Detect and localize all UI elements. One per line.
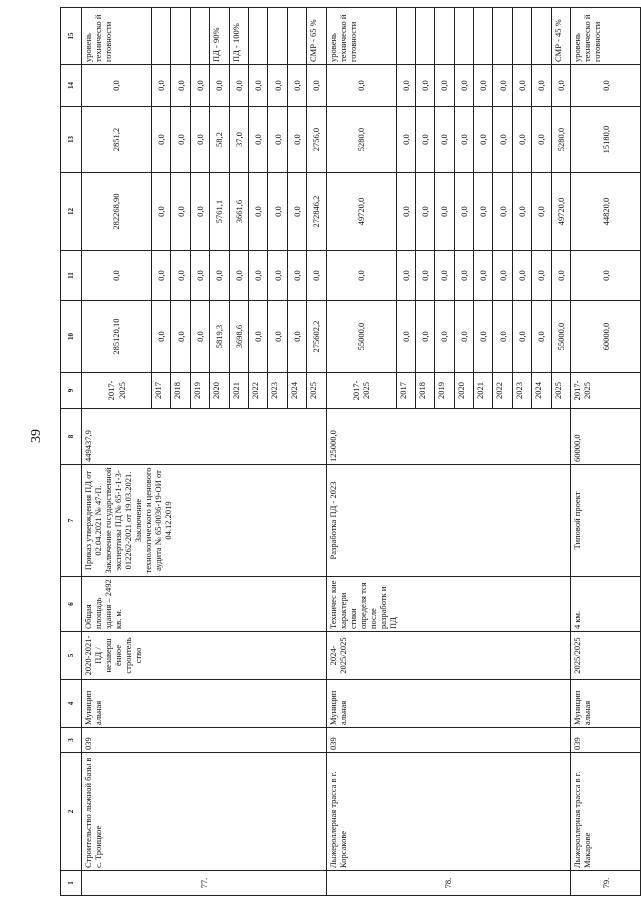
other-sources-cell: 0,0 [152, 65, 171, 107]
federal-budget-cell: 0,0 [493, 251, 512, 301]
project-name-cell: Лыжероллерная трасса в г. Макарове [571, 753, 641, 871]
ownership-cell: Муницип альная [326, 680, 571, 728]
year-cell: 2020 [210, 373, 229, 409]
other-sources-cell: 0,0 [210, 65, 229, 107]
column-number-cell: 1 [61, 871, 82, 896]
year-cell: 2024 [287, 373, 306, 409]
federal-budget-cell: 0,0 [268, 251, 287, 301]
readiness-cell: уровень техническо й готовности [82, 8, 152, 65]
header-row [61, 8, 82, 896]
local-budget-cell: 0,0 [190, 107, 209, 173]
regional-budget-cell: 0,0 [474, 173, 493, 251]
total-amount-cell: 0,0 [512, 301, 531, 373]
total-amount-cell: 0,0 [415, 301, 434, 373]
total-amount-cell: 285120,10 [82, 301, 152, 373]
readiness-cell [152, 8, 171, 65]
local-budget-cell: 5280,0 [326, 107, 396, 173]
regional-budget-cell: 0,0 [435, 173, 454, 251]
total-amount-cell: 60000,0 [571, 301, 641, 373]
readiness-cell [171, 8, 190, 65]
project-name-cell: Лыжероллерная трасса в г. Корсакове [326, 753, 571, 871]
capacity-cell: 4 км. [571, 577, 641, 632]
other-sources-cell: 0,0 [454, 65, 473, 107]
total-cost-cell: 125000,0 [326, 409, 571, 465]
total-amount-cell: 3698,6 [229, 301, 248, 373]
year-cell: 2024 [532, 373, 551, 409]
other-sources-cell: 0,0 [474, 65, 493, 107]
regional-budget-cell: 0,0 [190, 173, 209, 251]
local-budget-cell: 0,0 [435, 107, 454, 173]
year-cell: 2022 [248, 373, 267, 409]
column-number-cell: 2 [61, 753, 82, 871]
ownership-cell: Муницип альная [571, 680, 641, 728]
page-number: 39 [29, 429, 44, 443]
regional-budget-cell: 282268,90 [82, 173, 152, 251]
column-number-cell: 3 [61, 728, 82, 753]
federal-budget-cell: 0,0 [287, 251, 306, 301]
year-cell: 2017 [152, 373, 171, 409]
period-cell: 2024-2025/2025 [326, 632, 571, 680]
local-budget-cell: 0,0 [248, 107, 267, 173]
local-budget-cell: 15180,0 [571, 107, 641, 173]
readiness-cell [454, 8, 473, 65]
rotated-table-wrapper [60, 8, 611, 896]
federal-budget-cell: 0,0 [415, 251, 434, 301]
local-budget-cell: 58,2 [210, 107, 229, 173]
federal-budget-cell: 0,0 [532, 251, 551, 301]
federal-budget-cell: 0,0 [396, 251, 415, 301]
column-number-cell: 8 [61, 409, 82, 465]
readiness-cell [512, 8, 531, 65]
local-budget-cell: 0,0 [396, 107, 415, 173]
total-amount-cell: 0,0 [493, 301, 512, 373]
document-frame [60, 8, 611, 896]
column-number-cell: 4 [61, 680, 82, 728]
readiness-cell: СМР - 65 % [307, 8, 326, 65]
local-budget-cell: 0,0 [287, 107, 306, 173]
column-number-cell: 10 [61, 301, 82, 373]
regional-budget-cell: 5761,1 [210, 173, 229, 251]
year-cell: 2025 [307, 373, 326, 409]
ownership-cell: Муницип альная [82, 680, 327, 728]
column-number-cell: 15 [61, 8, 82, 65]
regional-budget-cell: 0,0 [152, 173, 171, 251]
readiness-cell [493, 8, 512, 65]
readiness-cell: ПД - 90% [210, 8, 229, 65]
year-cell: 2018 [415, 373, 434, 409]
project-number-cell: 79. [571, 871, 641, 896]
regional-budget-cell: 0,0 [268, 173, 287, 251]
column-number-cell: 5 [61, 632, 82, 680]
regional-budget-cell: 44820,0 [571, 173, 641, 251]
regional-budget-cell: 272846,2 [307, 173, 326, 251]
year-cell: 2019 [190, 373, 209, 409]
federal-budget-cell: 0,0 [210, 251, 229, 301]
federal-budget-cell: 0,0 [512, 251, 531, 301]
regional-budget-cell: 49720,0 [326, 173, 396, 251]
column-number-cell: 7 [61, 465, 82, 577]
local-budget-cell: 0,0 [454, 107, 473, 173]
column-number-cell: 13 [61, 107, 82, 173]
regional-budget-cell: 0,0 [454, 173, 473, 251]
readiness-cell [396, 8, 415, 65]
other-sources-cell: 0,0 [171, 65, 190, 107]
local-budget-cell: 2756,0 [307, 107, 326, 173]
regional-budget-cell: 0,0 [415, 173, 434, 251]
other-sources-cell: 0,0 [551, 65, 570, 107]
other-sources-cell: 0,0 [571, 65, 641, 107]
local-budget-cell: 2851,2 [82, 107, 152, 173]
regional-budget-cell: 0,0 [248, 173, 267, 251]
other-sources-cell: 0,0 [512, 65, 531, 107]
year-cell: 2021 [229, 373, 248, 409]
readiness-cell: ПД - 100% [229, 8, 248, 65]
budget-table [60, 7, 641, 896]
federal-budget-cell: 0,0 [551, 251, 570, 301]
year-cell: 2017-2025 [326, 373, 396, 409]
total-amount-cell: 0,0 [532, 301, 551, 373]
table-row [326, 8, 396, 896]
total-amount-cell: 275602,2 [307, 301, 326, 373]
other-sources-cell: 0,0 [415, 65, 434, 107]
local-budget-cell: 0,0 [171, 107, 190, 173]
year-cell: 2020 [454, 373, 473, 409]
other-sources-cell: 0,0 [396, 65, 415, 107]
local-budget-cell: 0,0 [512, 107, 531, 173]
local-budget-cell: 0,0 [474, 107, 493, 173]
other-sources-cell: 0,0 [435, 65, 454, 107]
period-cell: 2020-2021-ПД / незаверш ённое строитель ство [82, 632, 327, 680]
project-name-cell: Строительство лыжной базы в с. Троицкое [82, 753, 327, 871]
local-budget-cell: 0,0 [532, 107, 551, 173]
readiness-cell [532, 8, 551, 65]
project-number-cell: 78. [326, 871, 571, 896]
code-cell: 039 [571, 728, 641, 753]
local-budget-cell: 37,0 [229, 107, 248, 173]
federal-budget-cell: 0,0 [326, 251, 396, 301]
federal-budget-cell: 0,0 [190, 251, 209, 301]
readiness-cell: уровень техническо й готовности [571, 8, 641, 65]
federal-budget-cell: 0,0 [307, 251, 326, 301]
column-number-cell: 11 [61, 251, 82, 301]
project-number-cell: 77. [82, 871, 327, 896]
year-cell: 2023 [512, 373, 531, 409]
federal-budget-cell: 0,0 [248, 251, 267, 301]
capacity-cell: Общая площадь здания – 2492 кв. м. [82, 577, 327, 632]
readiness-cell: СМР - 45 % [551, 8, 570, 65]
readiness-cell [190, 8, 209, 65]
other-sources-cell: 0,0 [532, 65, 551, 107]
readiness-cell [415, 8, 434, 65]
total-cost-cell: 449437,9 [82, 409, 327, 465]
total-amount-cell: 0,0 [248, 301, 267, 373]
documentation-cell: Типовой проект [571, 465, 641, 577]
documentation-cell: Приказ утверждения ПД от 02.04.2021 № 47-П. Заключение государственной экспертизы ПД № 65-1-1-3-012262-2021 от 19.03.2021. Заключение технологического и ценового аудита № 65-0036-19-ОИ от 04.12.2019 [82, 465, 327, 577]
capacity-cell: Техничес кие характери стики определя тся после разработк и ПД [326, 577, 571, 632]
other-sources-cell: 0,0 [307, 65, 326, 107]
federal-budget-cell: 0,0 [454, 251, 473, 301]
local-budget-cell: 0,0 [152, 107, 171, 173]
total-amount-cell: 0,0 [268, 301, 287, 373]
column-number-cell: 9 [61, 373, 82, 409]
regional-budget-cell: 3661,6 [229, 173, 248, 251]
year-cell: 2017 [396, 373, 415, 409]
other-sources-cell: 0,0 [82, 65, 152, 107]
readiness-cell [474, 8, 493, 65]
other-sources-cell: 0,0 [229, 65, 248, 107]
regional-budget-cell: 0,0 [512, 173, 531, 251]
total-amount-cell: 0,0 [435, 301, 454, 373]
period-cell: 2025/2025 [571, 632, 641, 680]
regional-budget-cell: 49720,0 [551, 173, 570, 251]
total-cost-cell: 60000,0 [571, 409, 641, 465]
other-sources-cell: 0,0 [268, 65, 287, 107]
local-budget-cell: 0,0 [493, 107, 512, 173]
total-amount-cell: 0,0 [454, 301, 473, 373]
other-sources-cell: 0,0 [287, 65, 306, 107]
readiness-cell [268, 8, 287, 65]
local-budget-cell: 0,0 [415, 107, 434, 173]
total-amount-cell: 0,0 [287, 301, 306, 373]
regional-budget-cell: 0,0 [396, 173, 415, 251]
total-amount-cell: 0,0 [190, 301, 209, 373]
year-cell: 2021 [474, 373, 493, 409]
year-cell: 2025 [551, 373, 570, 409]
regional-budget-cell: 0,0 [171, 173, 190, 251]
regional-budget-cell: 0,0 [493, 173, 512, 251]
readiness-cell: уровень техническо й готовности [326, 8, 396, 65]
year-cell: 2023 [268, 373, 287, 409]
table-row [571, 8, 641, 896]
federal-budget-cell: 0,0 [571, 251, 641, 301]
readiness-cell [435, 8, 454, 65]
readiness-cell [248, 8, 267, 65]
year-cell: 2017-2025 [571, 373, 641, 409]
table-row [82, 8, 152, 896]
federal-budget-cell: 0,0 [229, 251, 248, 301]
documentation-cell: Разработка ПД - 2023 [326, 465, 571, 577]
regional-budget-cell: 0,0 [532, 173, 551, 251]
local-budget-cell: 0,0 [268, 107, 287, 173]
readiness-cell [287, 8, 306, 65]
code-cell: 039 [82, 728, 327, 753]
code-cell: 039 [326, 728, 571, 753]
federal-budget-cell: 0,0 [152, 251, 171, 301]
regional-budget-cell: 0,0 [287, 173, 306, 251]
column-number-cell: 6 [61, 577, 82, 632]
total-amount-cell: 0,0 [171, 301, 190, 373]
column-number-cell: 14 [61, 65, 82, 107]
federal-budget-cell: 0,0 [82, 251, 152, 301]
other-sources-cell: 0,0 [326, 65, 396, 107]
other-sources-cell: 0,0 [190, 65, 209, 107]
column-number-cell: 12 [61, 173, 82, 251]
other-sources-cell: 0,0 [248, 65, 267, 107]
year-cell: 2017-2025 [82, 373, 152, 409]
total-amount-cell: 55000,0 [551, 301, 570, 373]
local-budget-cell: 5280,0 [551, 107, 570, 173]
total-amount-cell: 0,0 [152, 301, 171, 373]
other-sources-cell: 0,0 [493, 65, 512, 107]
total-amount-cell: 5819,3 [210, 301, 229, 373]
year-cell: 2019 [435, 373, 454, 409]
federal-budget-cell: 0,0 [474, 251, 493, 301]
total-amount-cell: 0,0 [474, 301, 493, 373]
year-cell: 2022 [493, 373, 512, 409]
total-amount-cell: 55000,0 [326, 301, 396, 373]
federal-budget-cell: 0,0 [435, 251, 454, 301]
year-cell: 2018 [171, 373, 190, 409]
total-amount-cell: 0,0 [396, 301, 415, 373]
federal-budget-cell: 0,0 [171, 251, 190, 301]
